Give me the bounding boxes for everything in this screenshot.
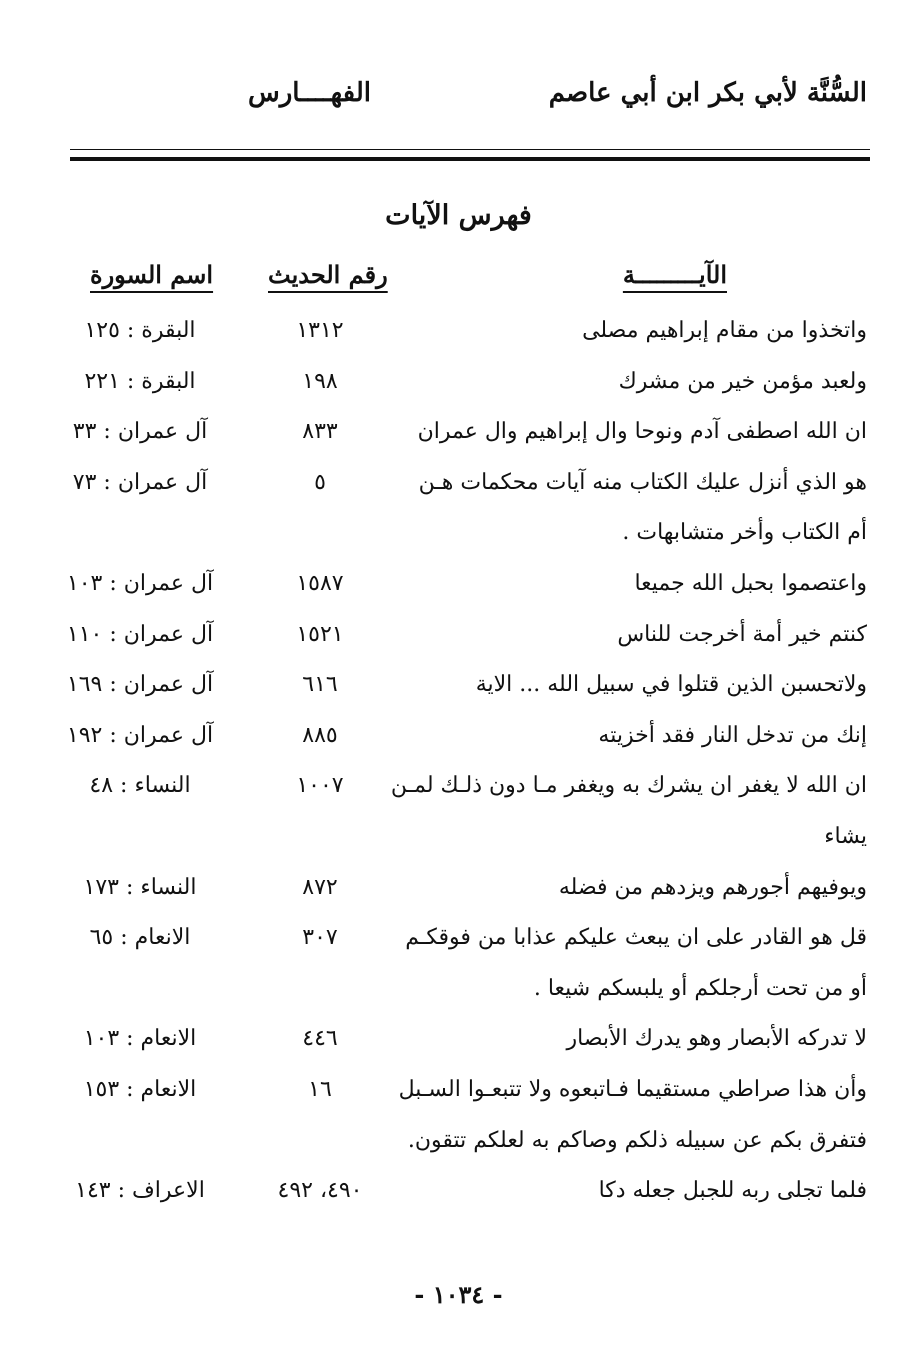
section-title: الفهــــارس xyxy=(248,78,371,108)
table-row xyxy=(0,1016,917,1067)
index-title: فهرس الآيات xyxy=(385,200,532,231)
verse-text: ولاتحسبن الذين قتلوا في سبيل الله ... الاية xyxy=(475,672,867,698)
table-row xyxy=(0,612,917,663)
hadith-number: ٨٨٥ xyxy=(302,722,338,748)
verse-text: كنتم خير أمة أخرجت للناس xyxy=(617,621,867,647)
verse-text: قل هو القادر على ان يبعث عليكم عذابا من فوقكـم xyxy=(405,925,867,951)
verse-text: ان الله لا يغفر ان يشرك به ويغفر مـا دون ذلـك لمـن xyxy=(390,773,867,799)
surah-reference: النساء : ٤٨ xyxy=(89,773,191,799)
hadith-number: ١٠٠٧ xyxy=(296,773,344,799)
table-row xyxy=(0,460,917,511)
verse-text: وأن هذا صراطي مستقيما فـاتبعوه ولا تتبعـوا السـبل xyxy=(398,1076,867,1102)
verse-text: إنك من تدخل النار فقد أخزيته xyxy=(598,722,867,748)
verse-text: ويوفيهم أجورهم ويزدهم من فضله xyxy=(558,874,867,900)
verse-text: هو الذي أنزل عليك الكتاب منه آيات محكمات هـن xyxy=(418,469,867,495)
hadith-number: ١٥٢١ xyxy=(296,621,344,647)
table-row xyxy=(0,510,917,561)
verse-text: فلما تجلى ربه للجبل جعله دكا xyxy=(598,1178,867,1204)
verse-text: واعتصموا بحبل الله جميعا xyxy=(634,570,867,596)
surah-reference: آل عمران : ١٩٢ xyxy=(66,722,214,748)
page-number: - ١٠٣٤ - xyxy=(414,1280,503,1309)
table-row xyxy=(0,865,917,916)
table-row xyxy=(0,966,917,1017)
book-title: السُّنَّة لأبي بكر ابن أبي عاصم xyxy=(548,78,867,108)
hadith-number: ٨٣٣ xyxy=(302,419,338,445)
verse-text: أم الكتاب وأخر متشابهات . xyxy=(622,520,867,546)
surah-reference: الاعراف : ١٤٣ xyxy=(75,1178,205,1204)
table-row xyxy=(0,814,917,865)
hadith-number: ٥ xyxy=(314,469,326,495)
verse-text: واتخذوا من مقام إبراهيم مصلى xyxy=(582,318,867,343)
header-rule-thin xyxy=(70,149,870,150)
table-row xyxy=(0,915,917,966)
table-row xyxy=(0,409,917,460)
verse-text: ولعبد مؤمن خير من مشرك xyxy=(618,368,867,394)
surah-reference: الانعام : ١٥٣ xyxy=(83,1076,197,1102)
table-row xyxy=(0,763,917,814)
surah-reference: آل عمران : ١٠٣ xyxy=(66,570,214,596)
table-row xyxy=(0,561,917,612)
hadith-number: ١٩٨ xyxy=(302,368,338,394)
table-row xyxy=(0,359,917,410)
surah-reference: الانعام : ٦٥ xyxy=(89,925,191,951)
hadith-number: ١٦ xyxy=(308,1076,332,1102)
surah-reference: النساء : ١٧٣ xyxy=(83,874,197,900)
surah-reference: آل عمران : ١١٠ xyxy=(66,621,214,647)
surah-reference: الانعام : ١٠٣ xyxy=(83,1026,197,1052)
surah-reference: آل عمران : ٧٣ xyxy=(72,469,208,495)
hadith-number: ١٣١٢ xyxy=(296,318,344,343)
hadith-number: ٦١٦ xyxy=(302,672,338,698)
surah-reference: البقرة : ٢٢١ xyxy=(84,368,196,394)
surah-reference: آل عمران : ١٦٩ xyxy=(66,672,214,698)
surah-reference: آل عمران : ٣٣ xyxy=(72,419,208,445)
table-row xyxy=(0,713,917,764)
index-table xyxy=(0,308,917,1219)
verse-text: أو من تحت أرجلكم أو يلبسكم شيعا . xyxy=(533,975,867,1001)
hadith-number: ٣٠٧ xyxy=(302,925,338,951)
hadith-number: ٨٧٢ xyxy=(302,874,338,900)
header-rule-thick xyxy=(70,157,870,161)
verse-text: لا تدركه الأبصار وهو يدرك الأبصار xyxy=(566,1026,867,1052)
hadith-number: ٤٤٦ xyxy=(302,1026,338,1052)
surah-reference: البقرة : ١٢٥ xyxy=(84,318,196,343)
table-row xyxy=(0,1168,917,1219)
hadith-number: ٤٩٠، ٤٩٢ xyxy=(277,1178,363,1204)
column-header-surah-name: اسم السورة xyxy=(90,260,214,289)
table-row xyxy=(0,308,917,359)
table-row xyxy=(0,662,917,713)
verse-text: يشاء xyxy=(824,823,867,849)
table-row xyxy=(0,1118,917,1169)
column-header-verse: الآيـــــــــة xyxy=(622,260,727,289)
table-row xyxy=(0,1067,917,1118)
verse-text: فتفرق بكم عن سبيله ذلكم وصاكم به لعلكم تتقون. xyxy=(407,1127,867,1153)
hadith-number: ١٥٨٧ xyxy=(296,570,344,596)
verse-text: ان الله اصطفى آدم ونوحا وال إبراهيم وال عمران xyxy=(417,419,867,445)
column-header-hadith-number: رقم الحديث xyxy=(268,260,388,289)
